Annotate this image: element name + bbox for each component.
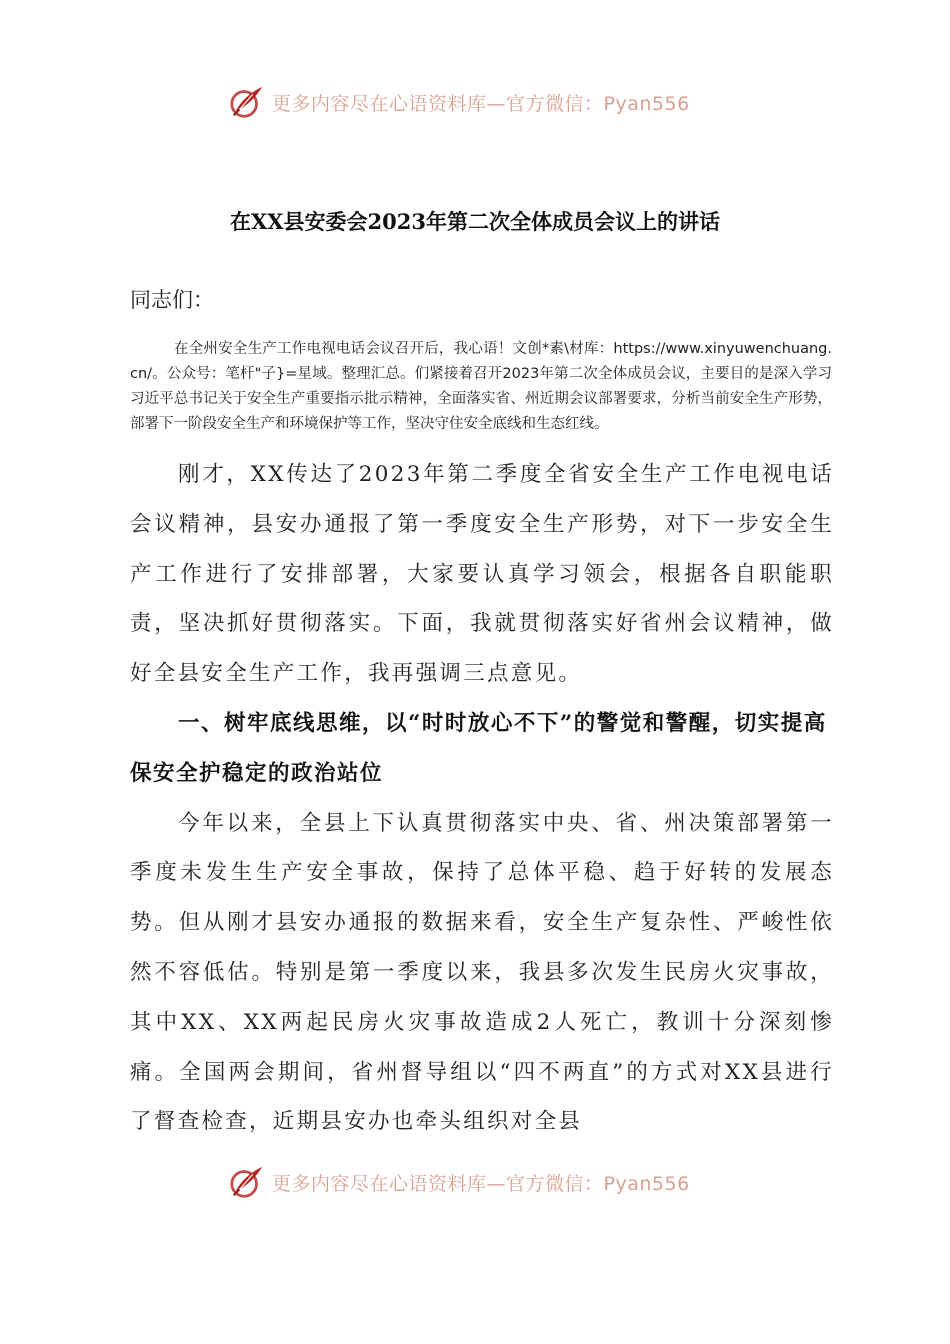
section-heading-1: 一、树牢底线思维，以“时时放心不下”的警觉和警醒，切实提高保安全护稳定的政治站位 <box>130 710 827 786</box>
feather-seal-icon <box>228 1163 266 1201</box>
feather-seal-icon <box>228 83 266 121</box>
watermark-banner-bottom <box>228 1160 690 1204</box>
paragraph-1: 刚才，XX传达了2023年第二季度全省安全生产工作电视电话会议精神，县安办通报了第一季度安全生产形势，对下一步安全生产工作进行了安排部署，大家要认真学习领会，根据各自职能职责，坚决抓好贯彻落实。下面，我就贯彻落实好省州会议精神，做好全县安全生产工作，我再强调三点意见。 <box>130 462 834 687</box>
intro-paragraph: 在全州安全生产工作电视电话会议召开后，我心语！文创*素\材库：https://www.xinyuwenchuang.cn/。公众号：笔杆"子}=星域。整理汇总。们紧接着召开2023年第二次全体成员会议，主要目的是深入学习习近平总书记关于安全生产重要指示批示精神，全面落实省、州近期会议部署要求，分析当前安全生产形势，部署下一阶段安全生产和环境保护等工作，坚决守住安全底线和生态红线。 <box>130 340 832 432</box>
watermark-text: 更多内容尽在心语资料库—官方微信：Pyan556 <box>272 1172 690 1195</box>
salutation: 同志们： <box>130 288 214 312</box>
document-title: 在XX县安委会2023年第二次全体成员会议上的讲话 <box>229 209 721 234</box>
paragraph-2: 今年以来，全县上下认真贯彻落实中央、省、州决策部署第一季度未发生生产安全事故，保持了总体平稳、趋于好转的发展态势。但从刚才县安办通报的数据来看，安全生产复杂性、严峻性依然不容低估。特别是第一季度以来，我县多次发生民房火灾事故，其中XX、XX两起民房火灾事故造成2人死亡，教训十分深刻惨痛。全国两会期间，省州督导组以“四不两直”的方式对XX县进行了督查检查，近期县安办也牵头组织对全县 <box>130 810 834 1135</box>
watermark-text: 更多内容尽在心语资料库—官方微信：Pyan556 <box>272 92 690 115</box>
body-paragraphs <box>130 450 834 1147</box>
watermark-banner-top <box>228 80 690 124</box>
